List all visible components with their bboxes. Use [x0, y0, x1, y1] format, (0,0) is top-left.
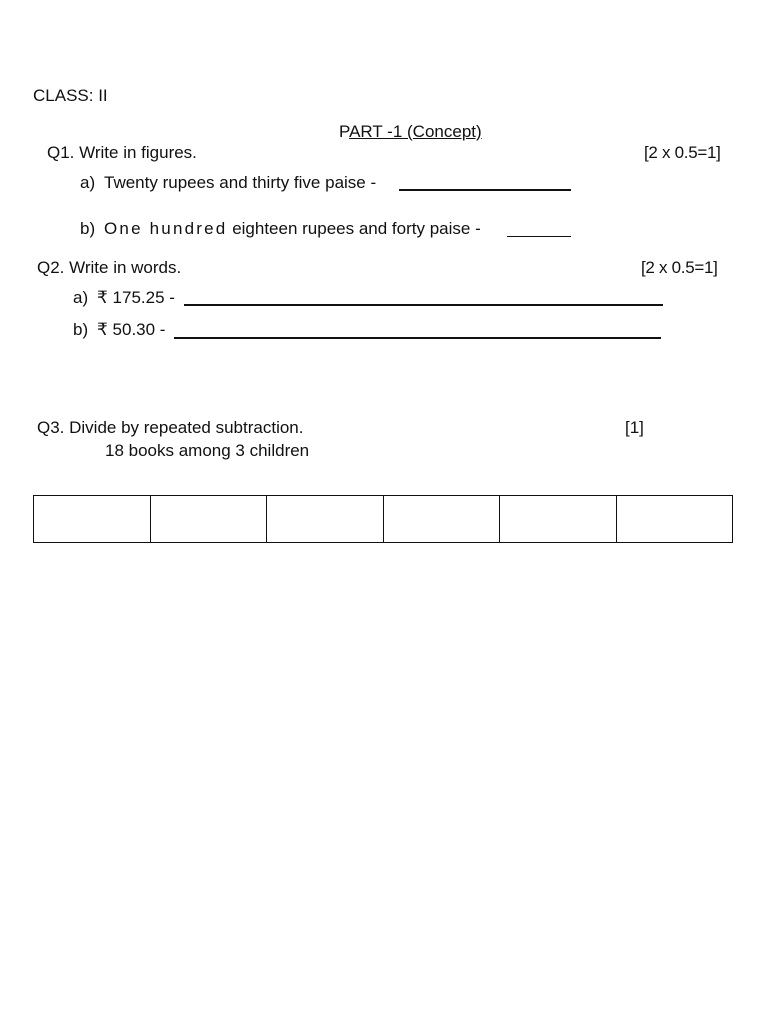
- answer-box[interactable]: [150, 496, 267, 543]
- q1b-answer-line[interactable]: [507, 236, 571, 237]
- q3-sub-text: 18 books among 3 children: [105, 441, 310, 460]
- q2-marks: [2 x 0.5=1]: [641, 258, 718, 277]
- q3-question: Q3. Divide by repeated subtraction.: [37, 418, 304, 437]
- q1b-rest-text: eighteen rupees and forty paise -: [232, 219, 481, 238]
- q1-marks: [2 x 0.5=1]: [644, 143, 721, 162]
- answer-box[interactable]: [34, 496, 151, 543]
- answer-box[interactable]: [500, 496, 617, 543]
- q1-question: Q1. Write in figures.: [47, 143, 197, 162]
- answer-box[interactable]: [383, 496, 500, 543]
- q1b-spaced-text: One hundred: [104, 219, 228, 238]
- q1b-text: [104, 219, 481, 239]
- part-title-underlined: ART -1 (Concept): [349, 122, 482, 141]
- q2-question: Q2. Write in words.: [37, 258, 182, 277]
- answer-box[interactable]: [267, 496, 384, 543]
- part-title: [339, 122, 482, 142]
- q2b-text: ₹ 50.30 -: [97, 320, 166, 339]
- q2b-answer-line[interactable]: [174, 337, 661, 339]
- q2a-answer-line[interactable]: [184, 304, 663, 306]
- answer-box[interactable]: [616, 496, 733, 543]
- q3-marks: [1]: [625, 418, 644, 437]
- part-title-prefix: P: [339, 122, 350, 141]
- q3-answer-boxes: [33, 495, 733, 543]
- q2a-label: a): [73, 288, 89, 307]
- q1a-text: Twenty rupees and thirty five paise -: [104, 173, 377, 192]
- class-label: CLASS: II: [33, 86, 108, 105]
- q1a-label: a): [80, 173, 96, 192]
- q2a-text: ₹ 175.25 -: [97, 288, 175, 307]
- q1b-label: b): [80, 219, 96, 238]
- q1a-answer-line[interactable]: [399, 189, 571, 191]
- q2b-label: b): [73, 320, 89, 339]
